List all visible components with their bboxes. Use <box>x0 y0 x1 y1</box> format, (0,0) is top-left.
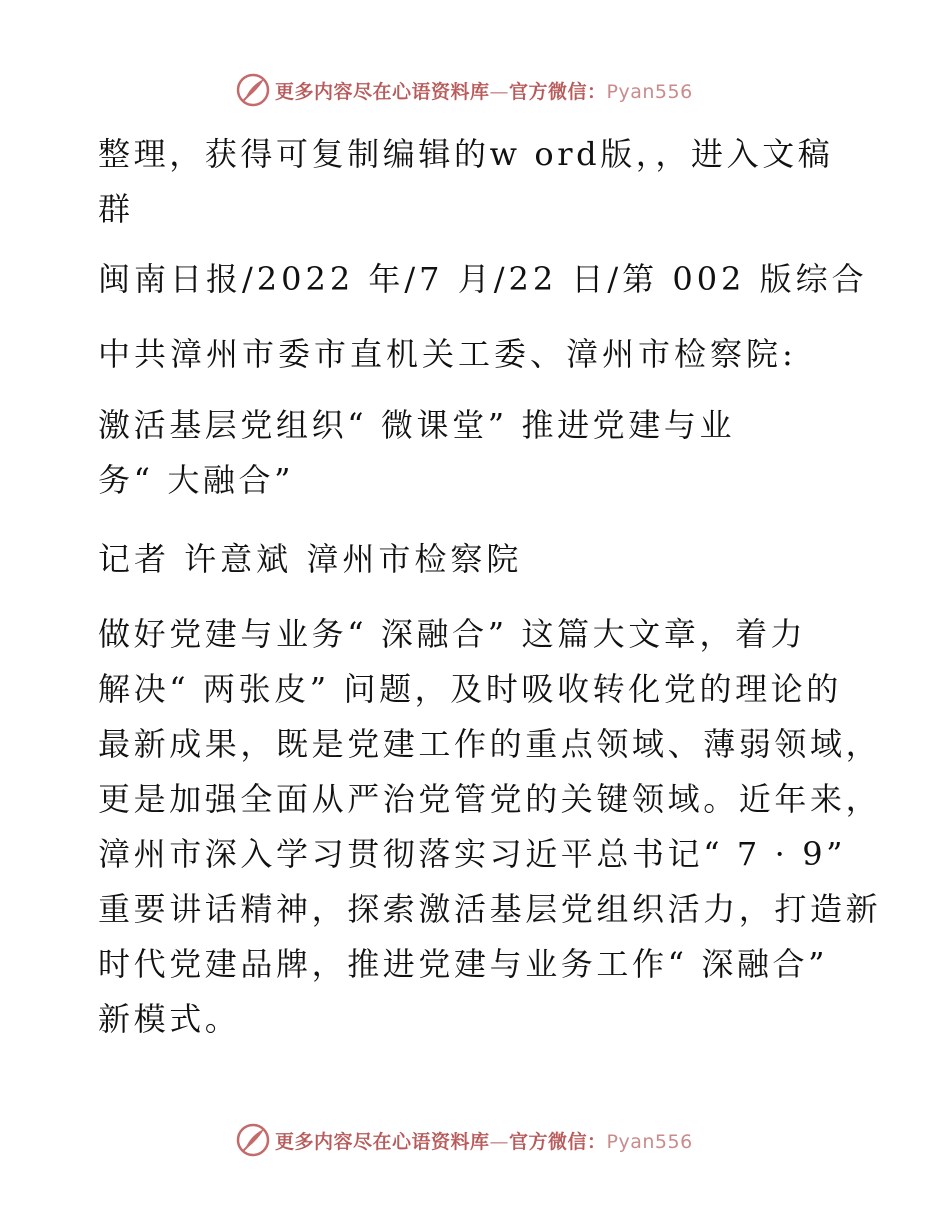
body-line: 漳州市深入学习贯彻落实习近平总书记“ 7 · 9” <box>98 835 847 873</box>
body-line: 重要讲话精神，探索激活基层党组织活力，打造新 <box>98 890 882 928</box>
body-line: 更是加强全面从严治党管党的关键领域。近年来， <box>98 780 882 818</box>
body-line: 解决“ 两张皮” 问题，及时吸收转化党的理论的 <box>98 670 842 708</box>
quill-logo-icon <box>235 1122 271 1158</box>
watermark-text: 更多内容尽在心语资料库—官方微信：Pyan556 <box>275 1130 693 1153</box>
watermark-header <box>235 71 693 109</box>
body-line: 时代党建品牌，推进党建与业务工作“ 深融合” <box>98 945 829 983</box>
headline <box>98 398 858 508</box>
source-line: 闽南日报/2022 年/7 月/22 日/第 002 版综合 <box>98 260 868 298</box>
body-line: 最新成果，既是党建工作的重点领域、薄弱领域， <box>98 725 882 763</box>
headline-line: 激活基层党组织“ 微课堂” 推进党建与业 <box>98 406 736 444</box>
byline: 记者 许意斌 漳州市检察院 <box>98 540 523 578</box>
intro-line: 群 <box>98 190 134 228</box>
intro-paragraph <box>98 127 858 237</box>
headline-line: 务“ 大融合” <box>98 461 295 499</box>
body-line: 做好党建与业务“ 深融合” 这篇大文章，着力 <box>98 615 807 653</box>
organization-line: 中共漳州市委市直机关工委、漳州市检察院: <box>98 335 797 373</box>
intro-line: 整理，获得可复制编辑的w ord版，，进入文稿 <box>98 135 834 173</box>
watermark-footer <box>235 1121 693 1159</box>
body-paragraph <box>98 607 882 1047</box>
watermark-text: 更多内容尽在心语资料库—官方微信：Pyan556 <box>275 80 693 103</box>
quill-logo-icon <box>235 72 271 108</box>
body-line: 新模式。 <box>98 1000 241 1038</box>
